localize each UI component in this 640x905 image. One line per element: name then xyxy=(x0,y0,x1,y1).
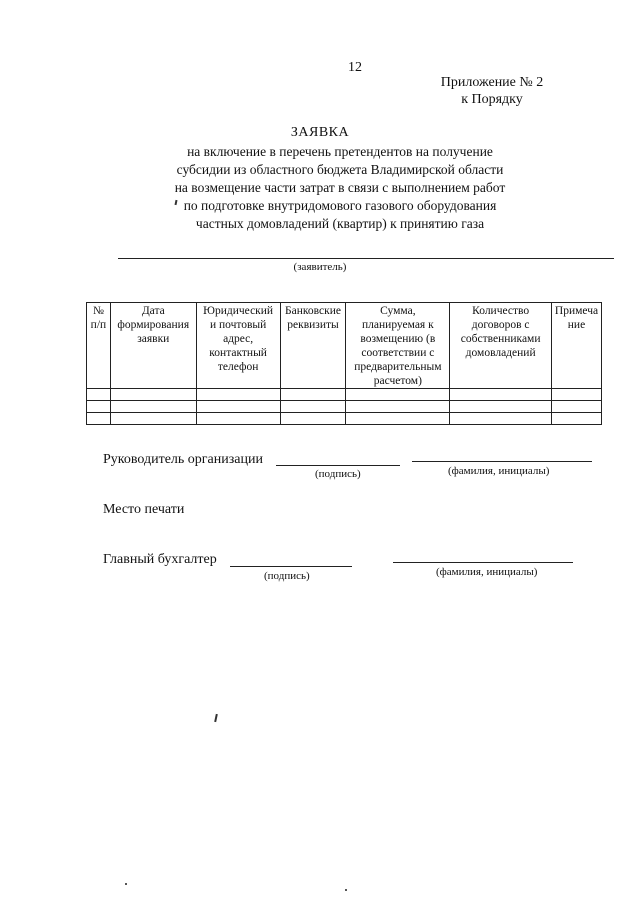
table-header-row xyxy=(87,303,602,389)
header-note: Примеча ние xyxy=(552,303,602,389)
head-signature-label: Руководитель организации xyxy=(103,452,263,467)
applicant-field-line xyxy=(118,258,614,259)
appendix-reference xyxy=(432,74,552,108)
subtitle-line: на включение в перечень претендентов на получение xyxy=(187,144,493,159)
head-signature-line[interactable] xyxy=(276,465,400,466)
subtitle-line: по подготовке внутридомового газового оборудования xyxy=(183,198,497,213)
appendix-line-2: к Порядку xyxy=(461,92,523,107)
application-table xyxy=(86,302,602,425)
scan-dot xyxy=(345,889,347,891)
header-number: № п/п xyxy=(87,303,111,389)
document-subtitle xyxy=(140,143,540,233)
accountant-signature-label: Главный бухгалтер xyxy=(103,552,217,567)
accountant-signature-line[interactable] xyxy=(230,566,352,567)
table-row xyxy=(87,401,602,413)
subtitle-line: частных домовладений (квартир) к принятию газа xyxy=(195,216,485,231)
header-address: Юридический и почтовый адрес, контактный телефон xyxy=(196,303,280,389)
header-amount: Сумма, планируемая к возмещению (в соответствии с предварительным расчетом) xyxy=(346,303,450,389)
subtitle-line: субсидии из областного бюджета Владимирской области xyxy=(176,162,504,177)
stamp-place-label: Место печати xyxy=(103,502,185,517)
accountant-signature-caption: (подпись) xyxy=(264,570,310,582)
header-contracts-count: Количество договоров с собственниками домовладений xyxy=(450,303,552,389)
header-date: Дата формирования заявки xyxy=(110,303,196,389)
accountant-name-caption: (фамилия, инициалы) xyxy=(436,566,538,578)
table-row xyxy=(87,389,602,401)
document-title: ЗАЯВКА xyxy=(290,125,350,140)
head-name-line[interactable] xyxy=(412,461,592,462)
subtitle-line: на возмещение части затрат в связи с выполнением работ xyxy=(174,180,506,195)
applicant-caption: (заявитель) xyxy=(293,261,347,273)
head-name-caption: (фамилия, инициалы) xyxy=(448,465,550,477)
page-number: 12 xyxy=(348,60,362,75)
table-row xyxy=(87,413,602,425)
appendix-line-1: Приложение № 2 xyxy=(440,75,544,90)
scan-dot xyxy=(125,883,127,885)
header-bank-details: Банковские реквизиты xyxy=(280,303,346,389)
scan-mark xyxy=(214,714,218,722)
head-signature-caption: (подпись) xyxy=(315,468,361,480)
accountant-name-line[interactable] xyxy=(393,562,573,563)
